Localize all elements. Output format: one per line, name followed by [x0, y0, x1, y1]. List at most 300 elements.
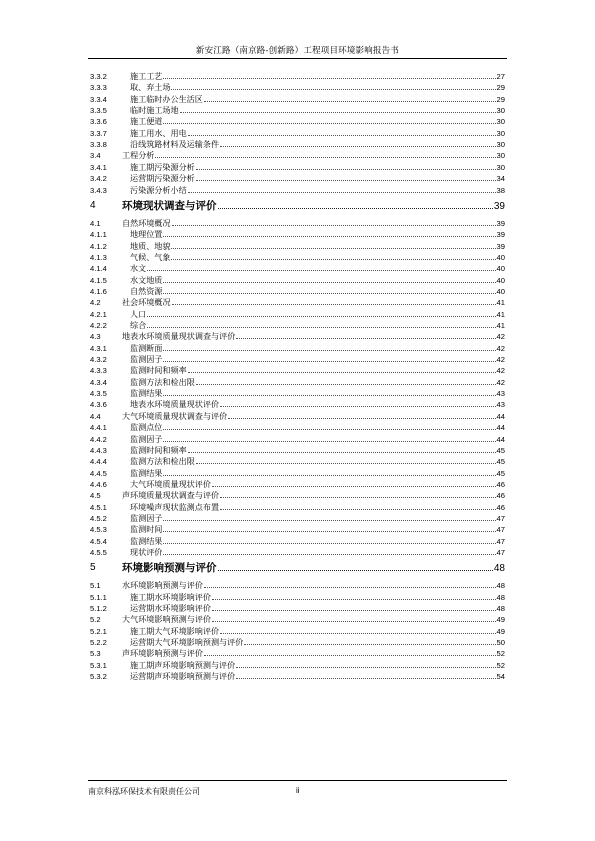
toc-page-number: 44 — [496, 434, 505, 444]
toc-entry-line — [130, 626, 505, 637]
toc-entry[interactable] — [90, 422, 505, 433]
toc-section-number: 4.5.2 — [90, 513, 107, 523]
toc-section-number: 4.1.6 — [90, 286, 107, 296]
toc-section-number: 5.3.2 — [90, 672, 107, 682]
toc-entry-line — [130, 671, 505, 682]
toc-entry[interactable] — [90, 71, 505, 82]
toc-entry-line — [130, 513, 505, 524]
toc-entry-line — [130, 263, 505, 274]
toc-page-number: 38 — [496, 185, 505, 195]
toc-page-number: 50 — [496, 638, 505, 648]
toc-page-number: 49 — [496, 615, 505, 625]
toc-entry-line — [130, 445, 505, 456]
toc-page-number: 44 — [496, 423, 505, 433]
toc-dot-leader — [171, 252, 495, 260]
toc-section-title: 监测结果 — [130, 535, 163, 546]
toc-entry[interactable] — [90, 592, 505, 603]
toc-section-title: 污染源分析小结 — [130, 184, 187, 195]
toc-section-number: 3.3.6 — [90, 117, 107, 127]
toc-page-number: 40 — [496, 264, 505, 274]
toc-section-number: 4.3.2 — [90, 355, 107, 365]
toc-entry-line — [130, 502, 505, 513]
toc-dot-leader — [163, 434, 495, 442]
toc-page-number: 45 — [496, 468, 505, 478]
toc-section-title: 工程分析 — [122, 150, 155, 161]
toc-page-number: 47 — [496, 548, 505, 557]
toc-page-number: 42 — [496, 366, 505, 376]
toc-entry[interactable] — [90, 399, 505, 410]
toc-page-number: 30 — [496, 128, 505, 138]
toc-page-number: 52 — [496, 649, 505, 659]
toc-section-number: 5.2.1 — [90, 626, 107, 636]
toc-entry-line — [122, 297, 505, 308]
toc-entry[interactable] — [90, 490, 505, 501]
toc-entry[interactable] — [90, 150, 505, 161]
toc-page-number: 30 — [496, 106, 505, 116]
toc-section-number: 3.3.5 — [90, 106, 107, 116]
toc-page-number: 40 — [496, 252, 505, 262]
toc-section-number: 3.3.4 — [90, 94, 107, 104]
toc-page-number: 30 — [496, 151, 505, 161]
toc-section-title: 气候、气象 — [130, 251, 171, 262]
footer-company: 南京科泓环保技术有限责任公司 — [88, 787, 200, 796]
toc-entry[interactable] — [90, 263, 505, 274]
toc-entry[interactable] — [90, 354, 505, 365]
toc-entry[interactable] — [90, 162, 505, 173]
toc-section-title: 监测方法和检出限 — [130, 376, 195, 387]
toc-entry-line — [130, 320, 505, 331]
toc-page-number: 47 — [496, 525, 505, 535]
toc-section-number: 5 — [90, 562, 96, 574]
toc-entry-line — [130, 603, 505, 614]
toc-page-number: 49 — [496, 626, 505, 636]
toc-page-number: 39 — [496, 218, 505, 228]
toc-entry-line — [130, 377, 505, 388]
toc-section-number: 4.3.6 — [90, 400, 107, 410]
toc-page-number: 54 — [496, 672, 505, 682]
toc-section-title: 地表水环境质量现状调查与评价 — [122, 331, 236, 342]
toc-entry-line — [130, 434, 505, 445]
toc-section-number: 5.3 — [90, 649, 101, 659]
toc-entry-line — [130, 185, 505, 196]
toc-entry[interactable] — [90, 198, 505, 214]
toc-section-number: 3.4.3 — [90, 185, 107, 195]
toc-page-number: 39 — [493, 200, 505, 212]
toc-section-number: 4.3.3 — [90, 366, 107, 376]
toc-dot-leader — [163, 116, 495, 124]
toc-dot-leader — [228, 411, 495, 419]
toc-entry-line — [122, 150, 505, 161]
toc-section-title: 大气环境质量现状调查与评价 — [122, 410, 228, 421]
toc-section-number: 4.3.4 — [90, 377, 107, 387]
toc-entry-line — [130, 343, 505, 354]
toc-entry[interactable] — [90, 671, 505, 682]
toc-section-title: 水文 — [130, 263, 147, 274]
toc-dot-leader — [172, 218, 496, 226]
toc-entry-line — [130, 116, 505, 127]
toc-section-title: 施工期声环境影响预测与评价 — [130, 659, 236, 670]
toc-page-number: 44 — [496, 411, 505, 421]
toc-page-number: 29 — [496, 94, 505, 104]
toc-section-title: 声环境质量现状调查与评价 — [122, 490, 220, 501]
toc-entry[interactable] — [90, 241, 505, 252]
toc-entry-line — [130, 229, 505, 240]
toc-dot-leader — [163, 229, 495, 237]
toc-dot-leader — [220, 490, 495, 498]
toc-entry[interactable] — [90, 524, 505, 535]
toc-dot-leader — [196, 162, 496, 170]
toc-dot-leader — [204, 580, 496, 588]
toc-page-number: 29 — [496, 83, 505, 93]
toc-section-title: 水文地质 — [130, 274, 163, 285]
toc-entry-line — [130, 94, 505, 105]
toc-section-title: 环境噪声现状监测点布置 — [130, 501, 220, 512]
toc-section-title: 大气环境质量现状评价 — [130, 478, 211, 489]
toc-section-title: 施工临时办公生活区 — [130, 93, 203, 104]
toc-dot-leader — [163, 354, 495, 362]
toc-entry[interactable] — [90, 331, 505, 342]
toc-page-number: 48 — [496, 592, 505, 602]
toc-entry[interactable] — [90, 547, 505, 558]
toc-page-number: 48 — [496, 604, 505, 614]
running-header: 新安江路（南京路-创新路）工程项目环境影响报告书 — [195, 46, 400, 56]
toc-page-number: 42 — [496, 377, 505, 387]
toc-entry-line — [122, 648, 505, 659]
toc-section-number: 4.1.1 — [90, 230, 107, 240]
toc-section-title: 监测断面 — [130, 342, 163, 353]
toc-entry-line — [130, 422, 505, 433]
toc-entry[interactable] — [90, 660, 505, 671]
toc-section-title: 声环境影响预测与评价 — [122, 648, 203, 659]
toc-dot-leader — [196, 377, 496, 385]
toc-entry-line — [130, 309, 505, 320]
toc-page-number: 42 — [496, 355, 505, 365]
toc-section-number: 4.2 — [90, 298, 101, 308]
toc-page-number: 40 — [496, 286, 505, 296]
toc-section-number: 4.2.2 — [90, 321, 107, 330]
toc-entry[interactable] — [90, 479, 505, 490]
toc-dot-leader — [204, 648, 496, 656]
toc-entry[interactable] — [90, 614, 505, 625]
toc-page-number: 30 — [496, 117, 505, 127]
toc-section-title: 大气环境影响预测与评价 — [122, 614, 212, 625]
toc-dot-leader — [188, 365, 496, 373]
toc-page-number: 27 — [496, 72, 505, 81]
toc-entry-line — [130, 128, 505, 139]
toc-dot-leader — [212, 479, 496, 487]
toc-section-title: 地理位置 — [130, 229, 163, 240]
toc-dot-leader — [212, 614, 496, 622]
toc-section-title: 临时施工场地 — [130, 105, 179, 116]
toc-section-number: 4.1.4 — [90, 264, 107, 274]
toc-entry-line — [130, 105, 505, 116]
toc-entry-line — [130, 637, 505, 648]
toc-dot-leader — [147, 263, 495, 271]
toc-section-title: 施工期污染源分析 — [130, 161, 195, 172]
toc-section-number: 5.2 — [90, 615, 101, 625]
toc-entry-line — [122, 218, 505, 229]
toc-page-number: 30 — [496, 162, 505, 172]
toc-entry[interactable] — [90, 139, 505, 150]
toc-entry[interactable] — [90, 468, 505, 479]
toc-section-number: 4.5.5 — [90, 548, 107, 557]
toc-section-number: 4.4 — [90, 411, 101, 421]
toc-page-number: 30 — [496, 140, 505, 150]
toc-dot-leader — [218, 560, 493, 571]
toc-entry[interactable] — [90, 626, 505, 637]
toc-dot-leader — [180, 105, 496, 113]
toc-entry[interactable] — [90, 536, 505, 547]
toc-section-title: 监测结果 — [130, 467, 163, 478]
toc-section-title: 施工期水环境影响评价 — [130, 591, 211, 602]
toc-entry-line — [130, 536, 505, 547]
toc-entry[interactable] — [90, 286, 505, 297]
toc-section-title: 监测时间和频率 — [130, 365, 187, 376]
toc-section-number: 4.3 — [90, 332, 101, 342]
toc-dot-leader — [163, 71, 495, 79]
toc-page-number: 52 — [496, 660, 505, 670]
toc-section-number: 4.4.2 — [90, 434, 107, 444]
toc-entry-line — [130, 241, 505, 252]
toc-section-number: 4.3.5 — [90, 389, 107, 399]
toc-section-title: 监测因子 — [130, 512, 163, 523]
toc-section-number: 3.3.7 — [90, 128, 107, 138]
toc-entry-line — [130, 660, 505, 671]
toc-dot-leader — [188, 185, 496, 193]
toc-section-title: 监测时间和频率 — [130, 444, 187, 455]
toc-entry[interactable] — [90, 82, 505, 93]
toc-entry-line — [130, 275, 505, 286]
toc-page-number: 43 — [496, 389, 505, 399]
toc-dot-leader — [212, 603, 496, 611]
toc-dot-leader — [163, 468, 495, 476]
toc-section-title: 监测方法和检出限 — [130, 456, 195, 467]
toc-page-number: 47 — [496, 536, 505, 546]
toc-section-number: 4.5.3 — [90, 525, 107, 535]
toc-dot-leader — [155, 150, 495, 158]
toc-entry-line — [130, 592, 505, 603]
toc-entry[interactable] — [90, 309, 505, 320]
toc-entry-line — [130, 468, 505, 479]
toc-entry[interactable] — [90, 116, 505, 127]
toc-dot-leader — [220, 626, 496, 634]
toc-section-number: 4.3.1 — [90, 343, 107, 353]
toc-entry[interactable] — [90, 297, 505, 308]
toc-section-title: 施工期大气环境影响评价 — [130, 625, 220, 636]
toc-section-number: 4.1.3 — [90, 252, 107, 262]
toc-page-number: 43 — [496, 400, 505, 410]
toc-page-number: 46 — [496, 491, 505, 501]
toc-section-title: 施工工艺 — [130, 71, 163, 81]
toc-entry[interactable] — [90, 388, 505, 399]
toc-dot-leader — [147, 320, 495, 328]
toc-section-number: 4 — [90, 199, 96, 211]
toc-entry[interactable] — [90, 560, 505, 576]
toc-dot-leader — [236, 331, 495, 339]
toc-entry-line — [130, 286, 505, 297]
toc-entry-line — [130, 524, 505, 535]
toc-dot-leader — [188, 128, 496, 136]
toc-page-number: 47 — [496, 513, 505, 523]
toc-entry[interactable] — [90, 377, 505, 388]
toc-entry-line — [130, 399, 505, 410]
toc-section-title: 监测因子 — [130, 354, 163, 365]
toc-entry-line — [122, 331, 505, 342]
toc-page-number: 48 — [496, 581, 505, 591]
toc-section-number: 4.2.1 — [90, 309, 107, 319]
toc-entry[interactable] — [90, 445, 505, 456]
toc-dot-leader — [218, 198, 493, 209]
toc-section-title: 地表水环境质量现状评价 — [130, 399, 220, 410]
toc-page-number: 45 — [496, 457, 505, 467]
toc-entry[interactable] — [90, 128, 505, 139]
toc-section-title: 运营期污染源分析 — [130, 173, 195, 184]
toc-entry[interactable] — [90, 411, 505, 422]
toc-dot-leader — [220, 502, 496, 510]
toc-section-number: 4.4.5 — [90, 468, 107, 478]
toc-entry-line — [130, 71, 505, 82]
toc-section-title: 监测结果 — [130, 388, 163, 399]
toc-section-title: 监测因子 — [130, 433, 163, 444]
toc-section-title: 运营期声环境影响预测与评价 — [130, 671, 236, 682]
toc-section-title: 地质、地貌 — [130, 240, 171, 251]
toc-entry[interactable] — [90, 94, 505, 105]
toc-dot-leader — [236, 660, 495, 668]
toc-section-title: 环境现状调查与评价 — [122, 199, 217, 212]
toc-dot-leader — [196, 456, 496, 464]
toc-section-number: 4.4.4 — [90, 457, 107, 467]
toc-section-title: 环境影响预测与评价 — [122, 562, 217, 575]
toc-dot-leader — [171, 82, 495, 90]
toc-entry[interactable] — [90, 343, 505, 354]
toc-section-number: 5.1.1 — [90, 592, 107, 602]
toc-entry[interactable] — [90, 185, 505, 196]
toc-dot-leader — [163, 536, 495, 544]
toc-section-number: 5.1 — [90, 581, 101, 591]
toc-page-number: 42 — [496, 332, 505, 342]
toc-entry-line — [122, 490, 505, 501]
toc-entry-line — [130, 365, 505, 376]
toc-section-number: 3.3.3 — [90, 83, 107, 93]
toc-section-title: 社会环境概况 — [122, 297, 171, 308]
toc-dot-leader — [163, 275, 495, 283]
toc-entry-line — [130, 252, 505, 263]
toc-entry[interactable] — [90, 252, 505, 263]
toc-dot-leader — [147, 309, 495, 317]
toc-entry[interactable] — [90, 637, 505, 648]
toc-entry-line — [130, 456, 505, 467]
footer-page-number: ii — [296, 786, 300, 795]
toc-entry[interactable] — [90, 603, 505, 614]
toc-page-number: 46 — [496, 502, 505, 512]
toc-entry-line — [130, 82, 505, 93]
toc-dot-leader — [188, 445, 496, 453]
toc-page-number: 34 — [496, 174, 505, 184]
toc-entry[interactable] — [90, 229, 505, 240]
toc-section-number: 5.3.1 — [90, 660, 107, 670]
toc-section-title: 水环境影响预测与评价 — [122, 580, 203, 591]
toc-entry[interactable] — [90, 648, 505, 659]
toc-section-title: 监测时间 — [130, 524, 163, 535]
toc-page-number: 48 — [493, 563, 505, 575]
toc-page-number: 41 — [496, 298, 505, 308]
footer-rule — [88, 780, 507, 781]
toc-dot-leader — [163, 513, 495, 521]
toc-page-number: 39 — [496, 230, 505, 240]
toc-entry-line — [130, 173, 505, 184]
toc-section-title: 施工用水、用电 — [130, 127, 187, 138]
toc-page-number: 42 — [496, 343, 505, 353]
toc-section-number: 4.5.4 — [90, 536, 107, 546]
toc-section-number: 5.1.2 — [90, 604, 107, 614]
toc-section-number: 5.2.2 — [90, 638, 107, 648]
toc-section-number: 3.4.2 — [90, 174, 107, 184]
toc-entry-line — [122, 411, 505, 422]
toc-entry-line — [122, 560, 505, 577]
toc-dot-leader — [163, 286, 495, 294]
toc-section-number: 3.4.1 — [90, 162, 107, 172]
toc-entry[interactable] — [90, 580, 505, 591]
toc-section-title: 运营期水环境影响评价 — [130, 603, 211, 614]
toc-entry-line — [130, 354, 505, 365]
toc-section-title: 综合 — [130, 320, 147, 330]
toc-page-number: 39 — [496, 241, 505, 251]
toc-section-title: 取、弃土场 — [130, 82, 171, 93]
toc-section-title: 运营期大气环境影响预测与评价 — [130, 637, 244, 648]
toc-entry-line — [122, 614, 505, 625]
toc-dot-leader — [204, 94, 496, 102]
toc-dot-leader — [196, 173, 496, 181]
toc-section-number: 3.3.2 — [90, 72, 107, 81]
toc-dot-leader — [236, 671, 495, 679]
toc-entry[interactable] — [90, 513, 505, 524]
toc-entry[interactable] — [90, 105, 505, 116]
toc-entry-line — [130, 547, 505, 558]
toc-entry-line — [130, 388, 505, 399]
toc-section-number: 4.1.2 — [90, 241, 107, 251]
toc-section-title: 现状评价 — [130, 547, 163, 557]
toc-dot-leader — [163, 524, 495, 532]
toc-entry[interactable] — [90, 320, 505, 331]
toc-entry[interactable] — [90, 365, 505, 376]
toc-entry[interactable] — [90, 456, 505, 467]
toc-dot-leader — [163, 547, 495, 555]
toc-dot-leader — [163, 388, 495, 396]
toc-entry[interactable] — [90, 173, 505, 184]
toc-section-number: 3.4 — [90, 151, 101, 161]
toc-entry[interactable] — [90, 218, 505, 229]
toc-entry[interactable] — [90, 502, 505, 513]
toc-section-number: 4.5 — [90, 491, 101, 501]
toc-dot-leader — [244, 637, 495, 645]
toc-page-number: 41 — [496, 309, 505, 319]
toc-section-number: 4.4.3 — [90, 445, 107, 455]
toc-entry-line — [130, 162, 505, 173]
toc-section-title: 自然环境概况 — [122, 217, 171, 228]
toc-entry[interactable] — [90, 275, 505, 286]
toc-page-number: 45 — [496, 445, 505, 455]
toc-section-title: 自然资源 — [130, 285, 163, 296]
toc-section-number: 3.3.8 — [90, 140, 107, 150]
toc-section-title: 施工便道 — [130, 116, 163, 127]
toc-section-number: 4.1.5 — [90, 275, 107, 285]
toc-entry-line — [130, 479, 505, 490]
toc-section-number: 4.5.1 — [90, 502, 107, 512]
toc-section-title: 沿线筑路材料及运输条件 — [130, 139, 220, 150]
toc-entry-line — [122, 198, 505, 215]
toc-entry[interactable] — [90, 434, 505, 445]
toc-section-number: 4.1 — [90, 218, 101, 228]
